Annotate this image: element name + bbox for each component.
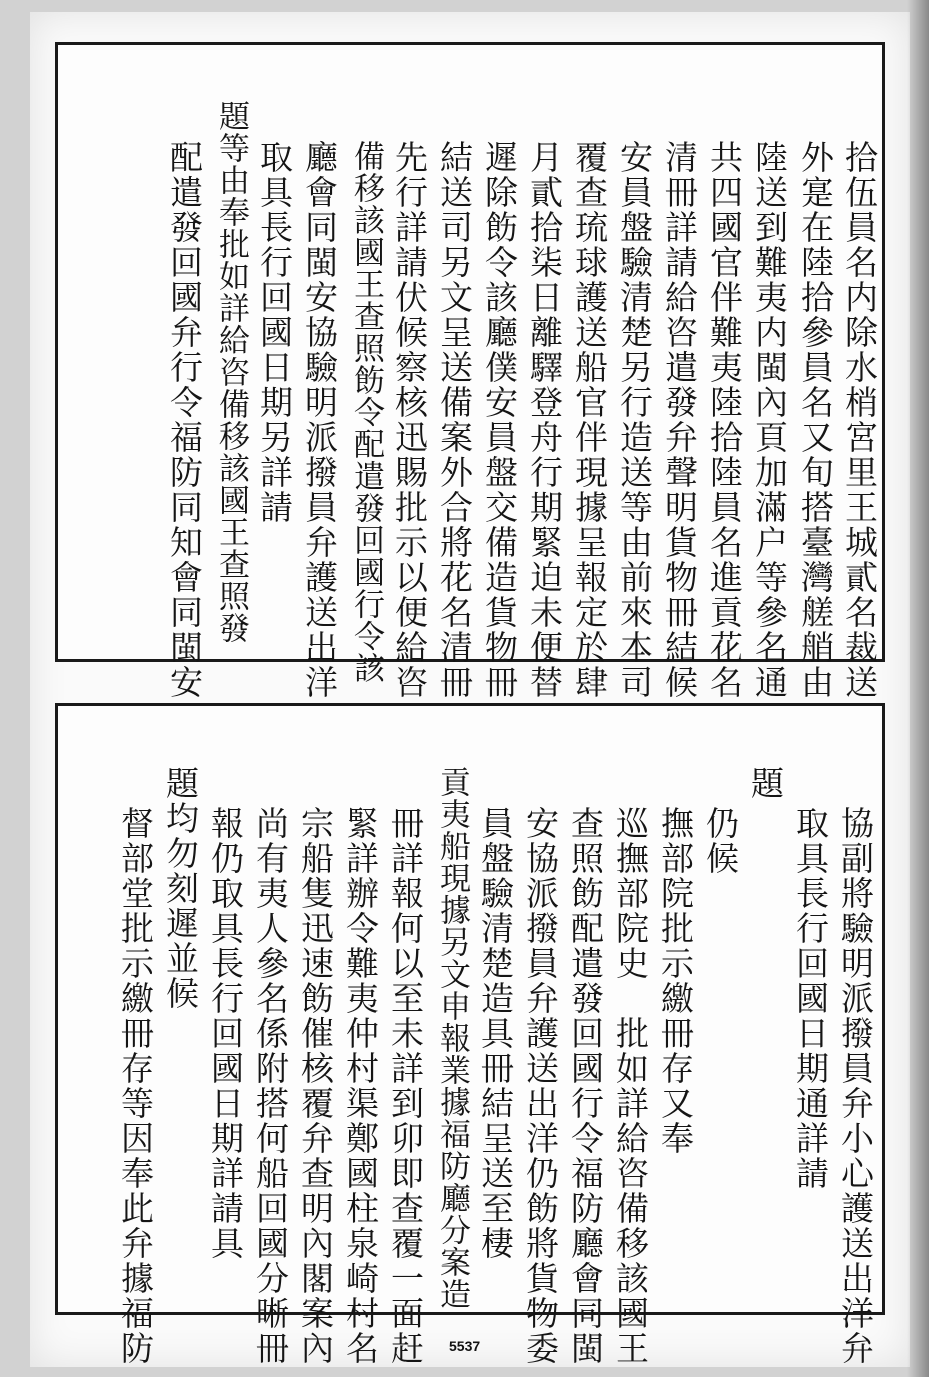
text-column: 共四國官伴難夷陸拾陸員名進貢花名 [705, 140, 744, 700]
text-column: 覆查琉球護送船官伴現據呈報定於肆 [570, 140, 609, 700]
text-column: 月貳拾柒日離驛登舟行期緊迫未便替 [525, 140, 564, 700]
text-column: 仍候 [701, 806, 740, 876]
text-column: 尚有夷人參名係附搭何船回國分晰冊 [251, 806, 290, 1366]
text-column: 查照飭配遣發回國行令福防廳會同閩 [566, 806, 605, 1366]
text-column: 遲除飭令該廳僕安員盤交備造貨物冊 [480, 140, 519, 700]
text-column: 結送司另文呈送備案外合將花名清冊 [435, 140, 474, 700]
text-column: 先行詳請伏候察核迅賜批示以便給咨 [390, 140, 429, 700]
text-column: 報仍取具長行回國日期詳請具 [206, 806, 245, 1261]
page-number: 5537 [449, 1338, 481, 1354]
text-column: 拾伍員名内除水梢宮里王城貳名裁送 [840, 140, 879, 700]
text-column: 廳會同閩安協驗明派撥員弁護送出洋 [300, 140, 339, 700]
text-column-raised: 題等由奉批如詳給咨備移該國王查照發 [213, 100, 249, 644]
text-column: 清冊詳請給咨遣發弁聲明貨物冊結候 [660, 140, 699, 700]
text-column: 外寔在陸拾參員名又旬搭臺灣艖艄由 [796, 140, 835, 700]
text-column: 安協派撥員弁護送出洋仍飭將貨物委 [521, 806, 560, 1366]
text-column: 陸送到難夷内閩內頁加滿户等參名通 [750, 140, 789, 700]
text-column: 安員盤驗清楚另行造送等由前來本司 [615, 140, 654, 700]
text-column: 冊詳報何以至未詳到卯即查覆一面赶 [386, 806, 425, 1366]
text-column-raised: 題 [746, 766, 785, 801]
page-edge-shadow [907, 0, 929, 1377]
text-column: 協副將驗明派撥員弁小心護送出洋弁 [836, 806, 875, 1366]
text-column: 員盤驗清楚造具冊結呈送至棲 [476, 806, 515, 1261]
text-column: 備移該國王查照飭令配遣發回國行令該 [348, 140, 384, 684]
top-manuscript-panel [55, 42, 885, 700]
text-column-raised: 貢夷船現據另文申報業據福防廳分案造 [434, 766, 470, 1310]
text-column: 宗船隻迅速飭催核覆弁查明內閣案內 [296, 806, 335, 1366]
text-column: 督部堂批示繳冊存等因奉此弁據福防 [116, 806, 155, 1366]
text-column: 取具長行回國日期另詳請 [255, 140, 294, 525]
text-column: 緊詳辦令難夷仲村渠鄭國柱泉崎村名 [341, 806, 380, 1366]
text-column: 巡撫部院史 批如詳給咨備移該國王 [611, 806, 650, 1366]
text-column-raised: 題均勿刻遲並候 [161, 766, 200, 1011]
text-column: 撫部院批示繳冊存又奉 [656, 806, 695, 1156]
text-column: 取具長行回國日期通詳請 [791, 806, 830, 1191]
text-column: 配遣發回國弁行令福防同知會同閩安 [165, 140, 204, 700]
